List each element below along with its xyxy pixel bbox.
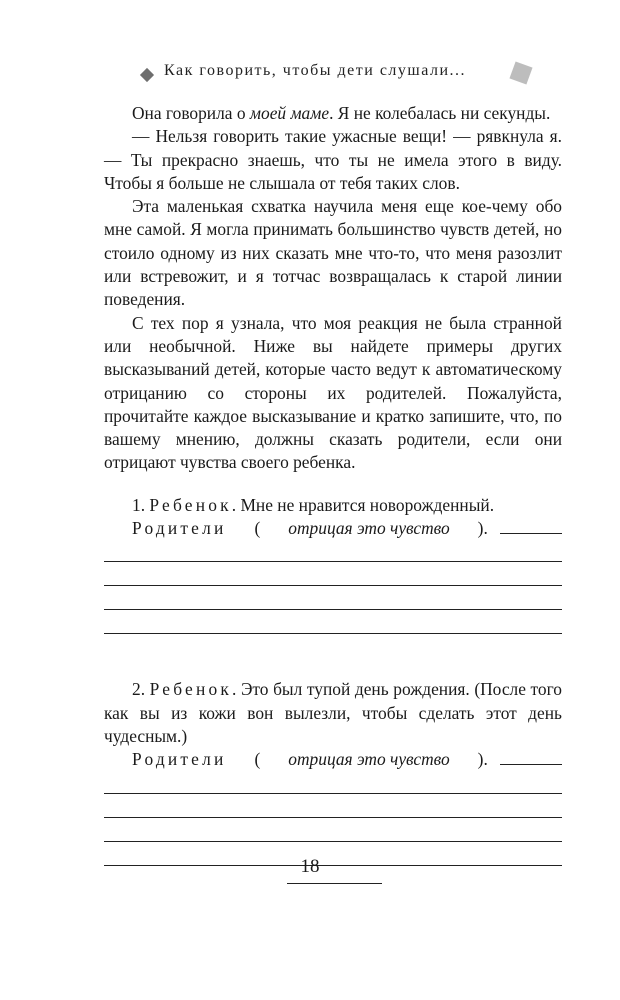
paren: ). — [477, 749, 488, 770]
paragraph: Эта маленькая схватка научила меня еще кое-чему обо мне самой. Я могла принимать большинство чувств детей, но стоило одному из них сказать мне что-то, что меня разозлит или встревожит, и я тотчас возвращалась к старой линии поведения. — [104, 196, 562, 310]
exercise-child-statement — [104, 678, 562, 748]
parent-label: Родители — [132, 749, 227, 770]
square-ornament-icon — [509, 61, 532, 84]
paragraph: С тех пор я узнала, что моя реакция не была странной или необычной. Ниже вы найдете примеры других высказываний детей, которые часто ведут к автоматическому отрицанию со стороны их родителей. Пожалуйста, прочитайте каждое высказывание и кратко запишите, что, по вашему мнению, должны сказать родители, если они отрицают чувства своего ребенка. — [104, 312, 562, 473]
answer-line[interactable] — [104, 586, 562, 610]
exercise-2 — [104, 678, 562, 865]
paren: ( — [254, 749, 261, 770]
parent-label: Родители — [132, 518, 227, 539]
answer-blank[interactable] — [500, 748, 562, 765]
page-number-rule — [287, 883, 382, 884]
page-body — [104, 102, 562, 866]
answer-line[interactable] — [104, 772, 562, 794]
parent-note: отрицая это чувство — [288, 749, 450, 770]
running-header — [0, 60, 620, 92]
child-label: Ребенок — [149, 494, 232, 515]
paragraph — [104, 102, 562, 125]
exercise-number: 1. — [132, 494, 146, 515]
answer-line[interactable] — [104, 610, 562, 634]
child-statement: . Мне не нравится новорожденный. — [231, 494, 495, 515]
answer-line[interactable] — [104, 540, 562, 562]
parent-answer-line — [104, 748, 562, 771]
answer-blank[interactable] — [500, 517, 562, 534]
child-label: Ребенок — [149, 679, 232, 700]
answer-line[interactable] — [104, 794, 562, 818]
running-title: Как говорить, чтобы дети слушали... — [164, 62, 467, 79]
exercise-child-statement — [104, 494, 562, 517]
child-statement: . Это был тупой день рождения. (После того как вы из кожи вон вылезли, чтобы сделать этот день чудесным.) — [104, 679, 562, 746]
diamond-ornament-icon — [140, 68, 154, 82]
answer-line[interactable] — [104, 818, 562, 842]
parent-answer-line — [104, 517, 562, 540]
answer-line[interactable] — [104, 562, 562, 586]
exercise-number: 2. — [132, 679, 146, 700]
parent-note: отрицая это чувство — [288, 518, 450, 539]
paragraph: — Нельзя говорить такие ужасные вещи! — рявкнула я. — Ты прекрасно знаешь, что ты не имела этого в виду. Чтобы я больше не слышала от тебя таких слов. — [104, 126, 562, 193]
paren: ). — [477, 518, 488, 539]
paragraph-text: . Я не колебалась ни секунды. — [329, 103, 551, 123]
emphasis-text: моей маме — [249, 103, 330, 123]
page-number: 18 — [300, 856, 320, 877]
exercise-1 — [104, 494, 562, 635]
paragraph-text: Она говорила о — [132, 103, 250, 123]
paren: ( — [254, 518, 261, 539]
